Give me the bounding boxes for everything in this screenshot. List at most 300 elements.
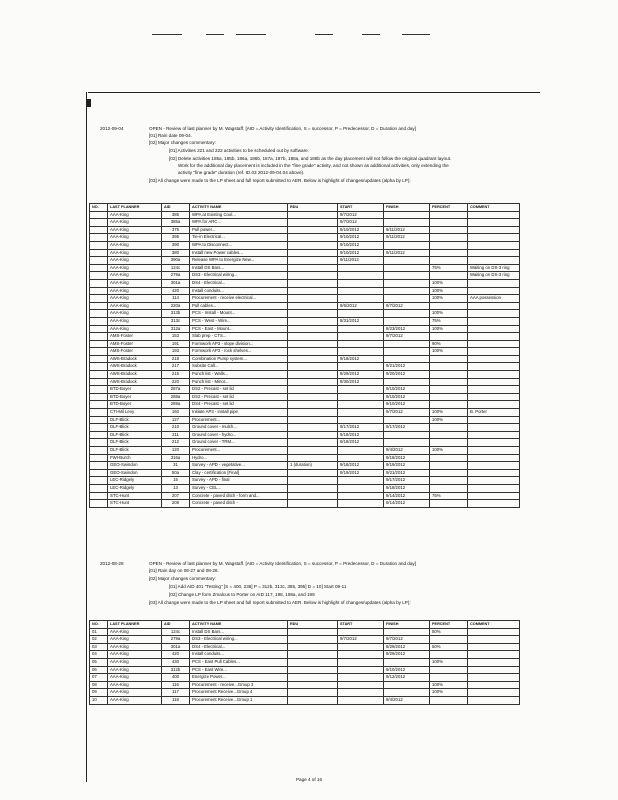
table-cell (338, 416, 384, 424)
table-row (90, 310, 520, 318)
table-cell: DS2 - Precast - set lid (190, 386, 288, 394)
table-cell: AAA possession (468, 295, 520, 303)
table-cell (430, 439, 468, 447)
table-cell: AAA-King (108, 666, 162, 674)
table-cell (90, 492, 108, 500)
table-cell: AAA-King (108, 272, 162, 280)
table-cell: Waiting on DS-3 ring (468, 264, 520, 272)
table-cell: AAA-King (108, 325, 162, 333)
table-cell (90, 477, 108, 485)
column-header: PERCENT (430, 621, 468, 629)
table-row (90, 674, 520, 682)
table-cell (288, 477, 338, 485)
table-cell (384, 689, 430, 697)
table-cell (430, 401, 468, 409)
column-header: COMMENT (468, 621, 520, 629)
table-cell (288, 484, 338, 492)
table-cell: 117 (162, 689, 190, 697)
table-cell: 9/7/2012 (338, 219, 384, 227)
table-row (90, 658, 520, 666)
table-cell: 193 (162, 348, 190, 356)
table-cell (90, 401, 108, 409)
entry-note: Work for the additional day placement is included in the "fine grade" activity, and not shown as additional activities, only extending the (178, 163, 449, 168)
table-cell (468, 219, 520, 227)
table-cell (338, 287, 384, 295)
table-cell (90, 310, 108, 318)
table-cell (468, 431, 520, 439)
table-cell (430, 333, 468, 341)
table-cell: 9/14/2012 (384, 500, 430, 508)
table-cell: 220a (162, 302, 190, 310)
table-row (90, 302, 520, 310)
table-cell (288, 492, 338, 500)
table-cell: 385 (162, 211, 190, 219)
table-cell (90, 386, 108, 394)
table-cell (90, 325, 108, 333)
table-cell: 50a (162, 469, 190, 477)
table-cell: 220 (162, 378, 190, 386)
table-cell (288, 211, 338, 219)
table-cell: 191 (162, 340, 190, 348)
table-cell: PCS - East - Mount... (190, 325, 288, 333)
table-cell: 8/31/2012 (338, 317, 384, 325)
table-cell: 9/18/2012 (384, 484, 430, 492)
table-cell (468, 279, 520, 287)
table-cell (288, 439, 338, 447)
table-cell (468, 469, 520, 477)
table-cell (468, 325, 520, 333)
table-cell: GEO-Swindon (108, 469, 162, 477)
table-cell (468, 643, 520, 651)
table-cell: 75% (430, 317, 468, 325)
table-cell: 9/4/2012 (384, 696, 430, 704)
table-cell: LEC-Ridgely (108, 477, 162, 485)
table-cell (288, 409, 338, 417)
table-cell: 100% (430, 681, 468, 689)
table-cell: 8/29/2012 (338, 371, 384, 379)
table-cell (288, 279, 338, 287)
table-cell: Clay - certification [Final] (190, 469, 288, 477)
table-cell: DS4 - Precast - set lid (190, 401, 288, 409)
table-cell (90, 302, 108, 310)
page-number: Page 4 of 16 (295, 777, 323, 782)
table-cell (288, 264, 338, 272)
table-cell: 05 (90, 658, 108, 666)
table-row (90, 454, 520, 462)
table-cell: DLF-Blick (108, 416, 162, 424)
table-row (90, 325, 520, 333)
table-cell: PCS - Install - Mount... (190, 310, 288, 318)
header-line (362, 34, 380, 35)
table-cell: AAA-King (108, 279, 162, 287)
table-cell (384, 658, 430, 666)
table-row (90, 226, 520, 234)
table-row (90, 272, 520, 280)
table-cell: 9/21/2012 (384, 469, 430, 477)
table-cell: PCS - East Wire... (190, 666, 288, 674)
table-cell: AAA-King (108, 241, 162, 249)
table-cell (430, 226, 468, 234)
table-cell: DS4 - Electrical... (190, 279, 288, 287)
table-cell: 316a (162, 454, 190, 462)
table-cell: 118 (162, 696, 190, 704)
header-line (236, 34, 266, 35)
table-cell: 279a (162, 636, 190, 644)
column-header: LAST PLANNER (108, 204, 162, 212)
table-cell (338, 696, 384, 704)
table-cell: 9/11/2012 (384, 234, 430, 242)
table-cell (338, 500, 384, 508)
table-cell (288, 249, 338, 257)
table-cell (468, 447, 520, 455)
table-cell (468, 226, 520, 234)
table-cell (288, 257, 338, 265)
table-cell: 217 (162, 363, 190, 371)
table-cell (468, 302, 520, 310)
table-cell (468, 492, 520, 500)
table-cell: 06 (90, 666, 108, 674)
table-cell (430, 462, 468, 470)
table-cell: AAA-King (108, 302, 162, 310)
table-cell: 215 (162, 371, 190, 379)
table-cell (430, 211, 468, 219)
table-cell: WPA at Existing Cool... (190, 211, 288, 219)
table-cell (468, 333, 520, 341)
table-cell (288, 469, 338, 477)
table-cell (468, 317, 520, 325)
table-cell: 288a (162, 393, 190, 401)
table-cell (90, 454, 108, 462)
table-cell: Install new Power cables... (190, 249, 288, 257)
table-cell (288, 681, 338, 689)
table-cell: BTD-Boyer (108, 393, 162, 401)
table-cell: AAA-King (108, 658, 162, 666)
table-cell: 430 (162, 658, 190, 666)
table-cell (384, 340, 430, 348)
table-cell: Survey - CEL... (190, 484, 288, 492)
table-cell: 8/30/2012 (338, 378, 384, 386)
table-cell: Tie-in Electrical... (190, 234, 288, 242)
table-cell (338, 325, 384, 333)
table-cell (288, 272, 338, 280)
table-cell: PCS - East Pull Cables... (190, 658, 288, 666)
table-cell: 312a (162, 325, 190, 333)
table-cell: AAA-King (108, 310, 162, 318)
table-cell: 160 (162, 409, 190, 417)
table-cell (430, 477, 468, 485)
table-cell (90, 393, 108, 401)
table-row (90, 696, 520, 704)
table-cell (468, 355, 520, 363)
table-cell (468, 310, 520, 318)
table-cell (468, 681, 520, 689)
entry-date: 2012-09-04 (100, 126, 124, 131)
table-cell: STC-Hunt (108, 500, 162, 508)
table-cell (288, 674, 338, 682)
table-cell: Procurement Receive...Group 4 (190, 689, 288, 697)
table-cell: 10 (90, 696, 108, 704)
table-cell (90, 287, 108, 295)
table-cell (430, 500, 468, 508)
table-cell: 50% (430, 628, 468, 636)
table-cell: 9/18/2012 (338, 462, 384, 470)
table-cell (468, 462, 520, 470)
header-line (206, 34, 224, 35)
table-cell: 395 (162, 234, 190, 242)
table-cell (288, 666, 338, 674)
table-cell (338, 492, 384, 500)
table-cell: 9/10/2012 (384, 386, 430, 394)
table-header-row (90, 621, 520, 629)
table-cell (288, 696, 338, 704)
table-cell (90, 439, 108, 447)
table-cell: 100% (430, 310, 468, 318)
entry-note: [01] Activities 221 and 222 activities to be scheduled out by software. (169, 148, 309, 153)
table-cell (468, 249, 520, 257)
table-cell (90, 462, 108, 470)
table-cell (338, 295, 384, 303)
table-cell (90, 279, 108, 287)
table-row (90, 363, 520, 371)
table-cell (430, 241, 468, 249)
table-cell: Ground cover - mulch... (190, 424, 288, 432)
table-cell (384, 279, 430, 287)
table-cell (338, 340, 384, 348)
column-header: LAST PLANNER (108, 621, 162, 629)
table-cell (468, 401, 520, 409)
table-cell (288, 628, 338, 636)
table-row (90, 257, 520, 265)
table-cell: 210 (162, 424, 190, 432)
table-cell (338, 651, 384, 659)
table-cell: 9/11/2012 (384, 226, 430, 234)
entry-heading: OPEN - Review of last planner by M. Wagstaff. [AID = Activity Identification, S = successor, P = Predecessor, D = Duration and day] (149, 561, 416, 566)
table-cell (288, 500, 338, 508)
table-cell (288, 636, 338, 644)
table-cell (384, 416, 430, 424)
table-cell: 13 (162, 484, 190, 492)
entry-note: activity "fine grade" duration (ref. ID.03 2012-09-04.04 above). (178, 170, 305, 175)
table-cell: 420 (162, 651, 190, 659)
table-cell: 31 (162, 462, 190, 470)
table-cell: 9/7/2012 (384, 636, 430, 644)
table-cell: 9/10/2012 (338, 234, 384, 242)
table-cell: 9/10/2012 (384, 666, 430, 674)
table-cell (288, 651, 338, 659)
table-cell (430, 431, 468, 439)
table-cell: Punch list - Minor... (190, 378, 288, 386)
table-cell (468, 287, 520, 295)
table-cell (468, 439, 520, 447)
table-cell (468, 340, 520, 348)
table-cell: 02 (90, 636, 108, 644)
column-header: COMMENT (468, 204, 520, 212)
table-cell (430, 371, 468, 379)
entry-note: [03] All change were made to the LP sheet and full report submitted to AER. Below is highlight of changes/updates (alpha by LP): (149, 600, 411, 605)
table-row (90, 249, 520, 257)
page-left-rule (86, 92, 87, 782)
table-cell (338, 643, 384, 651)
table-cell (288, 219, 338, 227)
header-line (315, 34, 333, 35)
table-row (90, 295, 520, 303)
table-cell: 9/18/2012 (338, 431, 384, 439)
table-cell: Survey - APD - final (190, 477, 288, 485)
table-cell: BTD-Boyer (108, 386, 162, 394)
table-cell: 313b (162, 310, 190, 318)
table-cell (90, 264, 108, 272)
table-cell (468, 500, 520, 508)
table-cell (288, 689, 338, 697)
table-cell (90, 378, 108, 386)
table-cell (90, 241, 108, 249)
table-row (90, 431, 520, 439)
table-cell: 9/7/2012 (384, 302, 430, 310)
table-cell: 90% (430, 340, 468, 348)
table-cell: CTI-Mil Levy (108, 409, 162, 417)
table-cell: 9/18/2012 (338, 439, 384, 447)
table-cell: 208 (162, 500, 190, 508)
table-row (90, 416, 520, 424)
table-cell: DLF-Blick (108, 431, 162, 439)
table-row (90, 689, 520, 697)
entry-note: [02] Major changes commentary: (149, 576, 216, 581)
table-cell (288, 325, 338, 333)
table-cell: Install conduits... (190, 651, 288, 659)
table-cell: 9/7/2012 (338, 211, 384, 219)
table-cell (384, 681, 430, 689)
table-cell: 211 (162, 431, 190, 439)
table-cell: 9/10/2012 (338, 249, 384, 257)
table-cell: Formwork AP3 - rock shelves... (190, 348, 288, 356)
table-cell: 279a (162, 272, 190, 280)
page-top-rule (88, 92, 540, 93)
table-cell (90, 295, 108, 303)
table-cell: 9/19/2012 (384, 462, 430, 470)
table-cell: 153 (162, 333, 190, 341)
table-cell (90, 424, 108, 432)
table-cell (468, 371, 520, 379)
table-row (90, 628, 520, 636)
table-cell (468, 378, 520, 386)
table-cell: 124c (162, 264, 190, 272)
table-cell (384, 439, 430, 447)
table-cell: 50% (430, 643, 468, 651)
table-cell (338, 333, 384, 341)
table-cell (90, 371, 108, 379)
table-cell: 01 (90, 628, 108, 636)
table-cell (338, 689, 384, 697)
table-cell: AAA-King (108, 317, 162, 325)
entry-note: [01] Add AID 401 "Testing" [S = 400, 236] P = 312b, 313c, 385, 395] D = 10] Start 09-11 (169, 584, 347, 589)
table-cell: 08 (90, 681, 108, 689)
table-cell (288, 226, 338, 234)
table-cell (288, 393, 338, 401)
table-cell (90, 348, 108, 356)
table-row (90, 469, 520, 477)
table-cell: AAA-King (108, 295, 162, 303)
table-cell (384, 317, 430, 325)
table-cell: Concrete - paved ditch - (190, 500, 288, 508)
column-header: AID (162, 204, 190, 212)
table-row (90, 211, 520, 219)
table-cell: 100% (430, 658, 468, 666)
table-cell (468, 477, 520, 485)
table-cell (90, 234, 108, 242)
table-cell: 09 (90, 689, 108, 697)
table-cell (90, 226, 108, 234)
table-cell (288, 447, 338, 455)
table-cell (468, 484, 520, 492)
column-header: FINISH (384, 621, 430, 629)
table-cell (468, 363, 520, 371)
table-cell: 9/10/2012 (338, 226, 384, 234)
table-cell (288, 401, 338, 409)
table-cell (384, 295, 430, 303)
table-cell: AAA-King (108, 287, 162, 295)
table-cell: 75% (430, 264, 468, 272)
table-cell (288, 310, 338, 318)
table-cell: 212 (162, 439, 190, 447)
table-cell: 301a (162, 643, 190, 651)
table-cell (468, 234, 520, 242)
table-cell (338, 477, 384, 485)
table-cell: 120 (162, 447, 190, 455)
table-cell: 100% (430, 409, 468, 417)
table-cell (430, 696, 468, 704)
table-cell (338, 393, 384, 401)
table-cell: Waiting on DS-3 ring (468, 272, 520, 280)
table-cell: 287a (162, 386, 190, 394)
section-marker (87, 99, 91, 107)
table-cell (288, 348, 338, 356)
table-cell (90, 219, 108, 227)
table-cell: 100% (430, 325, 468, 333)
table-cell (90, 340, 108, 348)
table-row (90, 666, 520, 674)
table-cell: WPA for ARC... (190, 219, 288, 227)
table-row (90, 681, 520, 689)
table-cell: DS4 - Electrical... (190, 643, 288, 651)
table-cell: AAA-King (108, 628, 162, 636)
table-cell: Slab prep - CTS... (190, 333, 288, 341)
table-row (90, 462, 520, 470)
table-cell: PCS - West - Wire... (190, 317, 288, 325)
table-cell: Procurement Receive...Group 1 (190, 696, 288, 704)
table-row (90, 241, 520, 249)
table-row (90, 477, 520, 485)
table-row (90, 348, 520, 356)
table-cell (288, 287, 338, 295)
table-cell (468, 416, 520, 424)
table-cell (430, 355, 468, 363)
table-row (90, 340, 520, 348)
table-cell: 375 (162, 226, 190, 234)
table-row (90, 636, 520, 644)
column-header: ACTIVITY NAME (190, 204, 288, 212)
table-cell (384, 310, 430, 318)
table-cell (430, 249, 468, 257)
table-cell: 9/11/2012 (338, 257, 384, 265)
table-cell: 9/12/2012 (384, 674, 430, 682)
column-header: AID (162, 621, 190, 629)
column-header: NO. (90, 621, 108, 629)
table-cell: AAA-King (108, 219, 162, 227)
table-cell (90, 363, 108, 371)
table-cell: 75% (430, 492, 468, 500)
table-cell (90, 431, 108, 439)
table-cell (468, 689, 520, 697)
